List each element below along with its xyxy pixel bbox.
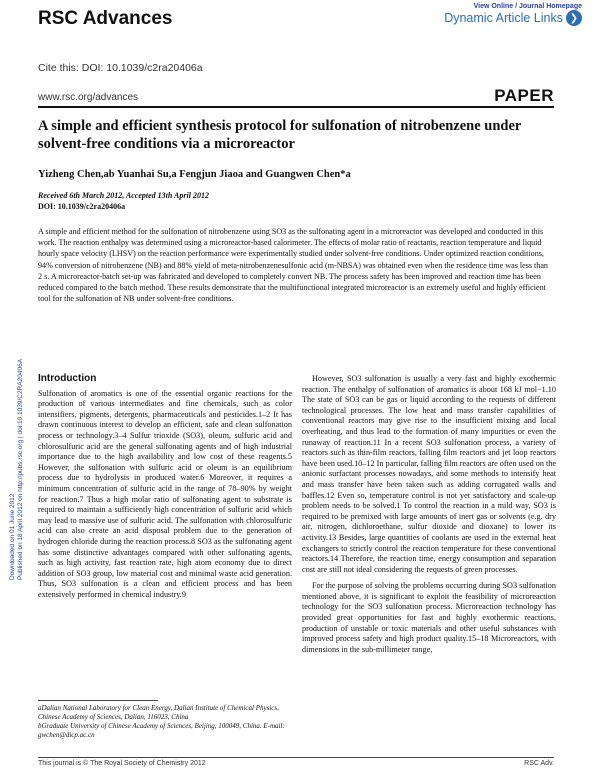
header-divider [38,106,554,108]
article-title: A simple and efficient synthesis protocol for sulfonation of nitrobenzene under solvent-free conditions via a microreactor [38,118,522,152]
dynamic-article-links[interactable] [444,10,582,26]
cite-line: Cite this: DOI: 10.1039/c2ra20406a [38,62,203,74]
article-doi: DOI: 10.1039/c2ra20406a [38,202,126,211]
received-accepted: Received 6th March 2012, Accepted 13th April 2012 [38,191,209,200]
abstract: A simple and efficient method for the sulfonation of nitrobenzene using SO3 as the sulfonating agent in a microreactor was developed and conducted in this work. The reaction enthalpy was determined using a microreactor-based calorimeter. The effects of molar ratio of reactants, reaction temperature and liquid hourly space velocity (LHSV) on the reaction performance were experimentally studied under solvent-free conditions. Under optimized reaction conditions, 94% conversion of nitrobenzene (NB) and 88% yield of meta-nitrobenzenesulfonic acid (m-NBSA) was obtained even when the residence time was less than 2 s. A microreactor-batch set-up was fabricated and developed to completely convert NB. The process safety has been improved and reaction time has been reduced compared to the batch method. These results demonstrate that the multifunctional integrated microreactor is an extremely useful and highly efficient tool for the sulfonation of NB under solvent-free conditions. [38,227,548,304]
author-list: Yizheng Chen,ab Yuanhai Su,a Fengjun Jiaoa and Guangwen Chen*a [38,169,351,180]
footnote-b: bGraduate University of Chinese Academy of Sciences, Beijing, 100049, China. E-mail: gwchen@dicp.ac.cn [38,722,285,739]
copyright-line: This journal is © The Royal Society of Chemistry 2012 [38,760,206,767]
journal-name: RSC Advances [38,8,173,29]
introduction-heading: Introduction [38,373,97,384]
footnote-divider [38,700,158,701]
paragraph: However, SO3 sulfonation is usually a very fast and highly exothermic reaction. The enthalpy of sulfonation of aromatics is about 168 kJ mol−1.10 The state of SO3 can be gas or liquid according to the requests of different technological processes. The low heat and mass transfer capabilities of conventional reactors may give rise to the insufficient mixing and local overheating, and thus lead to the formation of many impurities or even the runaway of reaction.11 In a recent SO3 sulfonation process, a variety of reactors such as thin-film reactors, falling film reactors and jet loop reactors have been used.10–12 In particular, falling film reactors are often used on the anionic surfactant processes nowadays, and some methods to intensify heat and mass transfer have been taken such as adding corrugated walls and baffles.12 Even so, temperature control is not yet satisfactory and scale-up problem needs to be solved.1 To control the reaction in a mild way, SO3 is required to be premixed with large amounts of inert gas or solvents (e.g. dry air, nitrogen, dichloroethane, sulfur dioxide and dioxane) to lower its activity.13 Besides, large quantities of coolants are used in the external heat exchangers to strictly control the reaction temperature for these conventional reactors.14 Therefore, the reaction time, energy consumption and separation cost are still not ideal considering the requests of green processes. [302,374,556,574]
article-type-label: PAPER [494,86,554,105]
article-dates [38,190,209,212]
left-column [38,374,292,606]
paragraph: For the purpose of solving the problems occurring during SO3 sulfonation mentioned above, it is significant to exploit the feasibility of microreaction technology for the SO3 sulfonation process. Microreaction technology has provided great opportunities for fast and highly exothermic reactions, production of unstable or toxic materials and other useful substances with improved process safety and high product quality.15–18 Microreactors, with dimensions in the sub-millimeter range, [302,581,556,654]
footnote-a: aDalian National Laboratory for Clean Energy, Dalian Institute of Chemical Physics, Chinese Academy of Sciences, Dalian, 116023, China [38,704,279,721]
journal-abbrev: RSC Adv. [524,760,554,767]
dynamic-links-label[interactable]: Dynamic Article Links [444,11,563,25]
view-online-link[interactable]: View Online / Journal Homepage [473,3,582,10]
right-column [302,374,556,661]
paragraph: Sulfonation of aromatics is one of the essential organic reactions for the production of various intermediates and fine chemicals, such as color intensifiers, pigments, detergents, pharmaceuticals and pesticides.1–2 It has drawn continuous interest to develop an efficient, safe and clean sulfonation process or technology.3–4 Sulfur trioxide (SO3), oleum, sulfuric acid and chlorosulfuric acid are the general sulfonating agents and of high industrial importance due to the high availability and low cost of these reagents.5 However, the sulfonation with sulfuric acid or oleum is an equilibrium process due to hydrolysis in produced water.6 Moreover, it requires a minimum concentration of sulfuric acid in the range of 78–90% by weight for reaction.7 Thus a high molar ratio of sulfonating agent to substrate is required to maintain a sufficiently high concentration of sulfuric acid which may lead to massive use of sulfuric acid. The sulfonation with chlorosulfuric acid can also create an acid disposal problem due to the generation of hydrogen chloride during the reaction process.8 SO3 as the sulfonating agent has some distinctive advantages compared with other sulfonating agents, such as high activity, fast reaction rate, high atom economy due to direct addition of SO3 group, low material cost and minimal waste acid generation. Thus, SO3 sulfonation is a clean and efficient process and has been extensively performed in chemical industry.9 [38,388,292,599]
side-watermark [7,200,24,580]
footer-divider [38,757,554,758]
publish-note[interactable]: Published on 18 April 2012 on http://pubs.rsc.org | doi:10.1039/C2RA20406A [16,358,24,580]
affiliations [38,704,292,740]
journal-website[interactable]: www.rsc.org/advances [38,92,139,103]
download-note: Downloaded on 01 June 2012 [9,493,16,580]
chevron-right-icon[interactable]: ❯ [566,10,582,26]
